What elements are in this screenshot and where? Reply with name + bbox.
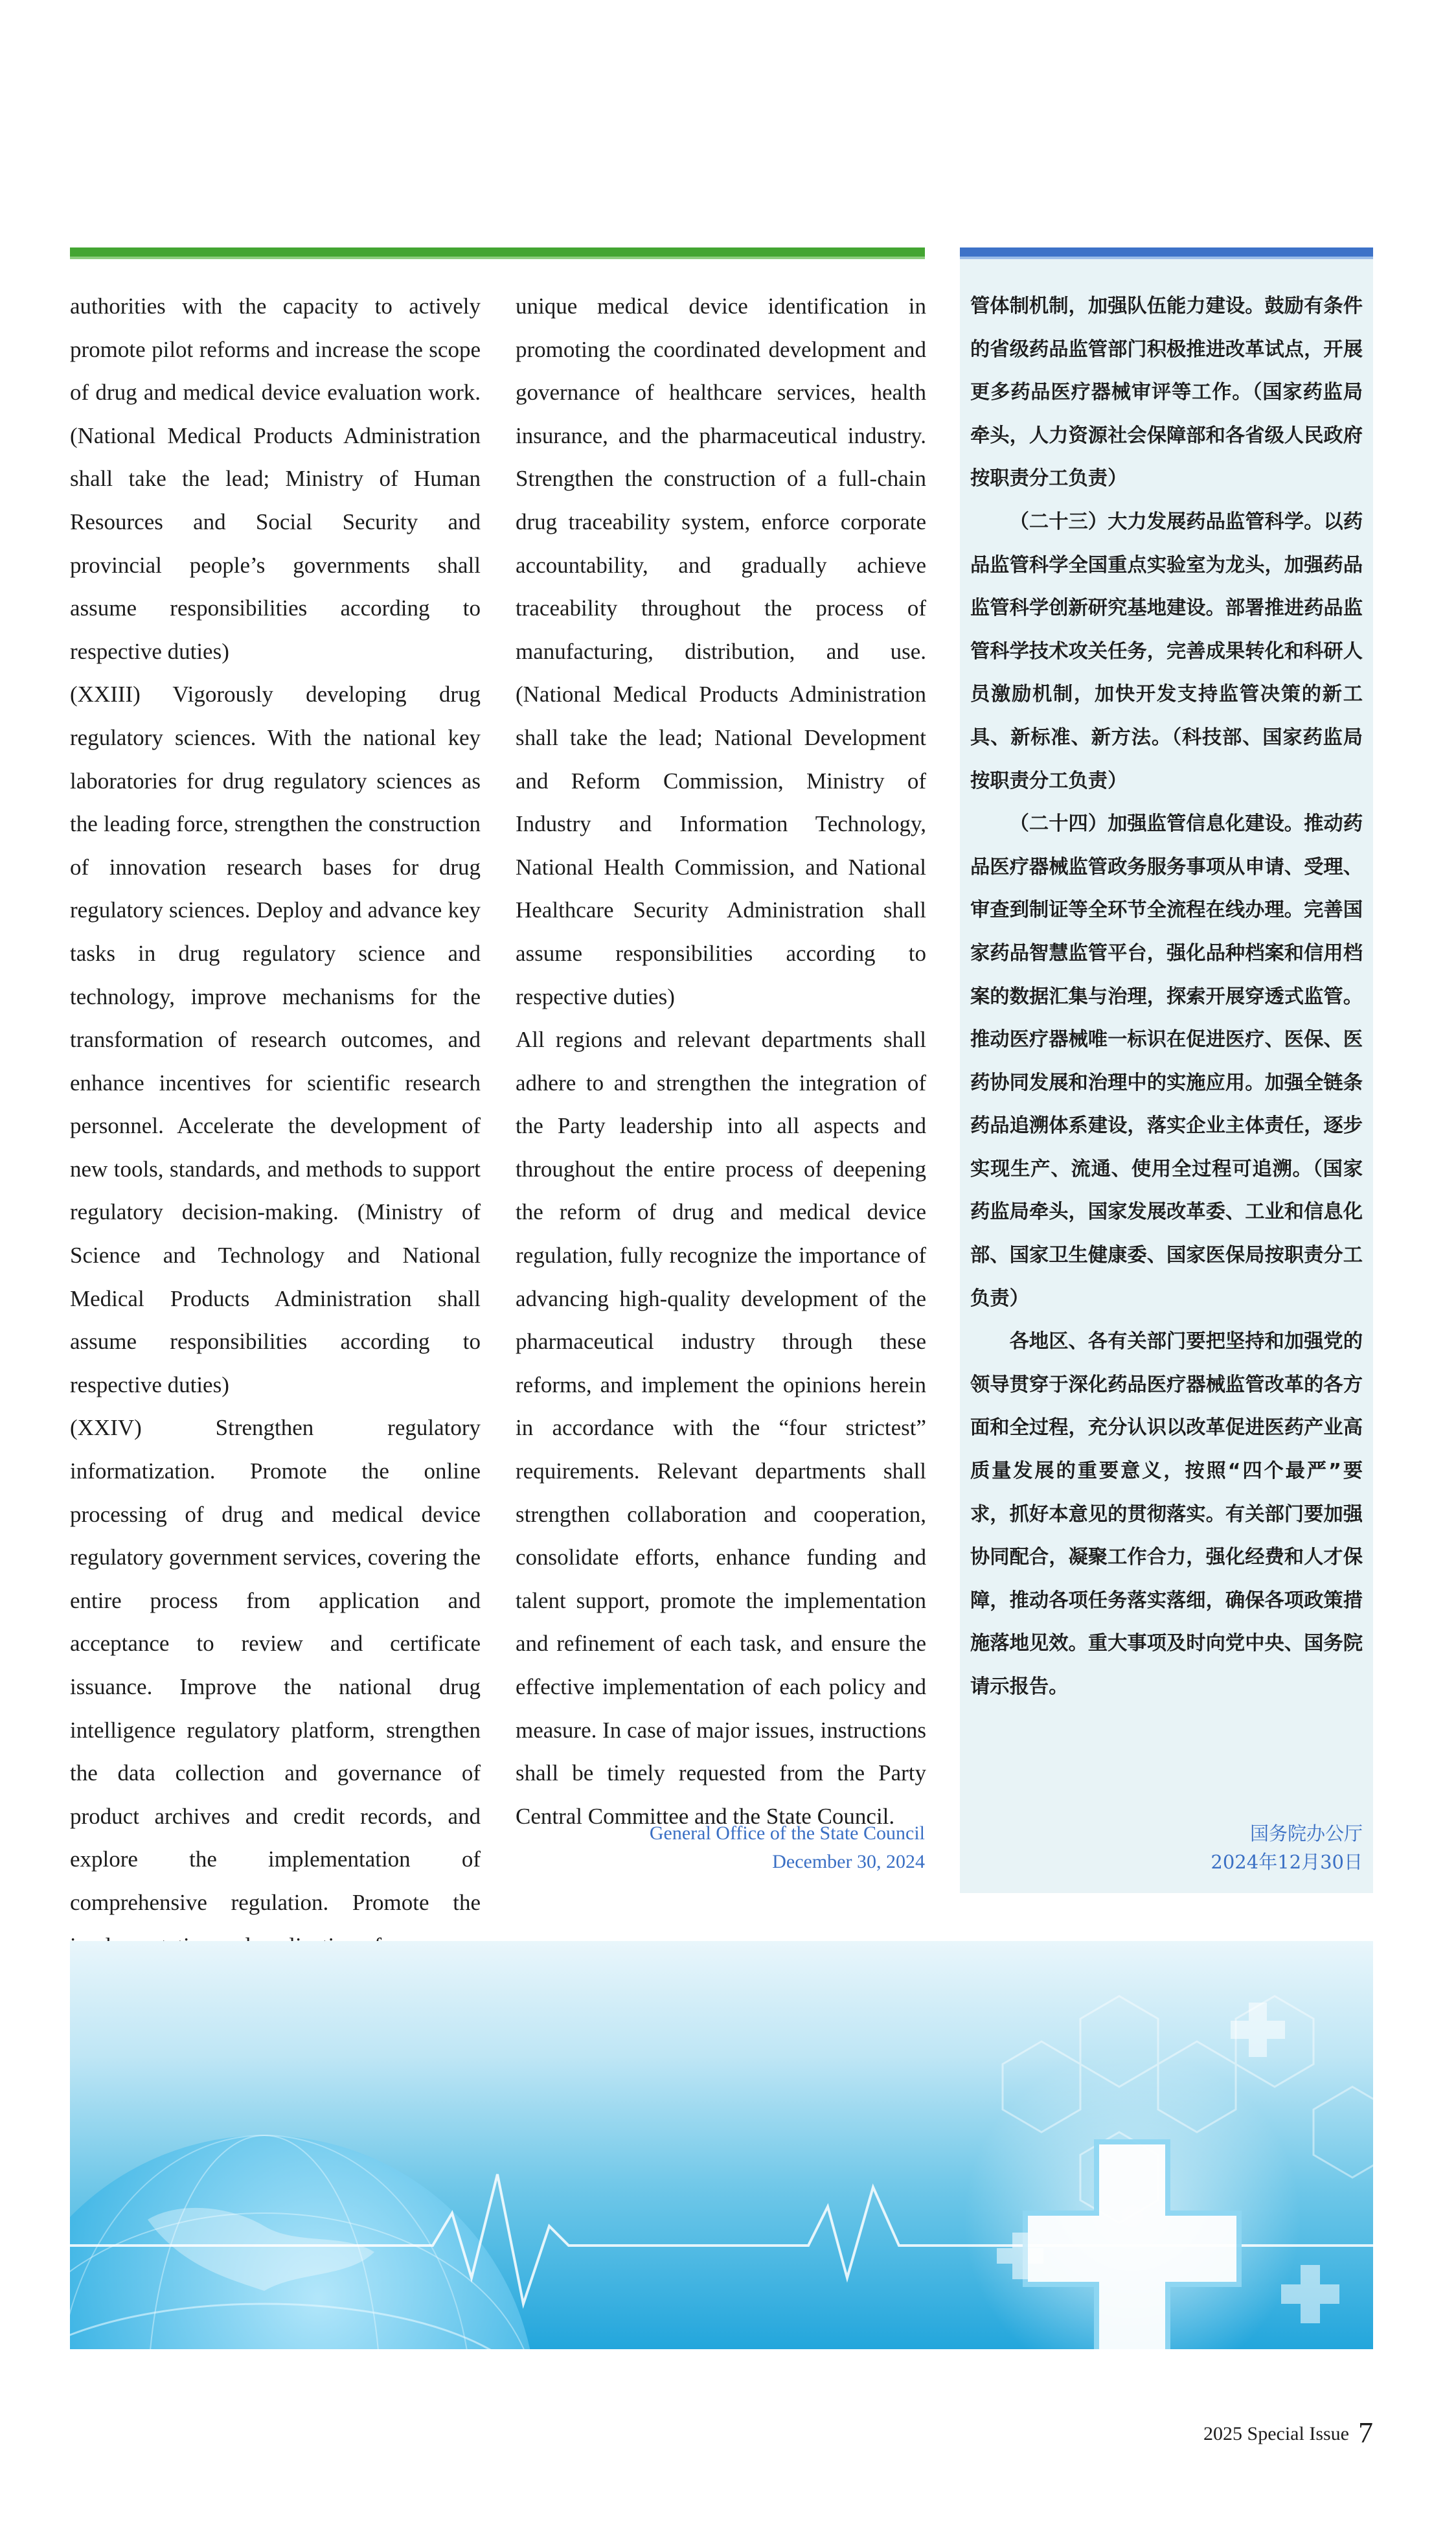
cn-paragraph-closing: 各地区、各有关部门要把坚持和加强党的领导贯穿于深化药品医疗器械监管改革的各方面和全过程，充分认识以改革促进医药产业高质量发展的重要意义，按照“四个最严”要求，抓好本意见的贯彻落实。有关部门要加强协同配合，凝聚工作合力，强化经费和人才保障，推动各项任务落实落细，确保各项政策措施落地见效。重大事项及时向党中央、国务院请示报告。 (970, 1330, 1363, 1698)
globe-icon (70, 2135, 536, 2349)
cn-signature-org: 国务院办公厅 (1249, 1822, 1363, 1844)
page-footer (1203, 2415, 1373, 2450)
chinese-column (970, 285, 1363, 1709)
english-signature (570, 1819, 925, 1876)
green-header-rule (70, 247, 925, 257)
cn-signature-date: 2024年12月30日 (1211, 1851, 1363, 1873)
paragraph-xxiv: (XXIV) Strengthen regulatory informatization. Promote the online processing of drug and medical device regulatory government services, covering the entire process from application and acceptance to review and certificate issuance. Improve the national drug intelligence regulatory platform, strengthen the data collection and governance of product archives and credit records, and explore the implementation of comprehensive regulation. Promote the (70, 1415, 481, 1915)
signature-date: December 30, 2024 (772, 1851, 925, 1872)
page-number: 7 (1358, 2416, 1373, 2449)
issue-label: 2025 Special Issue (1203, 2423, 1349, 2444)
medical-banner-image (70, 1941, 1373, 2349)
cn-paragraph-24: （二十四）加强监管信息化建设。推动药品医疗器械监管政务服务事项从申请、受理、审查到制证等全环节全流程在线办理。完善国家药品智慧监管平台，强化品种档案和信用档案的数据汇集与治理，探索开展穿透式监管。推动医疗器械唯一标识在促进医疗、医保、医药协同发展和治理中的实施应用。加强全链条药品追溯体系建设，落实企业主体责任，逐步实现生产、流通、使用全过程可追溯。（国家药监局牵头，国家发展改革委、工业和信息化部、国家卫生健康委、国家医保局按职责分工负责） (970, 812, 1363, 1310)
cn-paragraph-23: （二十三）大力发展药品监管科学。以药品监管科学全国重点实验室为龙头，加强药品监管科学创新研究基地建设。部署推进药品监管科学技术攻关任务，完善成果转化和科研人员激励机制，加快开发支持监管决策的新工具、新标准、新方法。（科技部、国家药监局按职责分工负责） (970, 510, 1363, 792)
english-column-2 (516, 285, 926, 1838)
cn-paragraph-continuation: 管体制机制，加强队伍能力建设。鼓励有条件的省级药品监管部门积极推进改革试点，开展更多药品医疗器械审评等工作。（国家药监局牵头，人力资源社会保障部和各省级人民政府按职责分工负责） (970, 295, 1363, 490)
paragraph-xxiii: (XXIII) Vigorously developing drug regulatory sciences. With the national key laboratories for drug regulatory sciences as the leading force, strengthen the construction of innovation research bases for drug regulatory sciences. Deploy and advance key tasks in drug regulatory science and technology, improve mechanisms for the transformation of research outcomes, and enhance incentives for scientific research personnel. Accelerate the development of new tools, standards, and methods to support regulatory decision-making. (Ministry of Science and Technology and National Medical Products Administration shall assume responsibilities according to respective duties) (70, 682, 481, 1397)
blue-header-rule (960, 247, 1373, 257)
english-column-1 (70, 285, 481, 1968)
banner-illustration (70, 1941, 1373, 2349)
signature-org: General Office of the State Council (649, 1822, 925, 1844)
paragraph-xxiv-continued: unique medical device identification in promoting the coordinated development and governance of healthcare services, health insurance, and the pharmaceutical industry. Strengthen the construction of a full-chain drug traceability system, enforce corporate accountability, and gradually achieve traceability throughout the process of manufacturing, distribution, and use. (National Medical Products Administration shall take the lead; National Development and Reform Commission, Ministry of Industry and Information Technology, National Health Commission, and National Healthcare Security Administration shall assume responsibilities according to respective duties) (516, 293, 926, 1009)
paragraph-closing: All regions and relevant departments shall adhere to and strengthen the integration of the Party leadership into all aspects and throughout the entire process of deepening the reform of drug and medical device regulation, fully recognize the importance of advancing high-quality development of the pharmaceutical industry through these reforms, and implement the opinions herein in accordance with the “four strictest” requirements. Relevant departments shall strengthen collaboration and cooperation, consolidate efforts, enhance funding and talent support, promote the implementation and refinement of each task, and ensure the effective implementation of each policy and measure. In case of major issues, instructions shall be timely requested from the Party Central Committee and the State Council. (516, 1027, 926, 1829)
paragraph-continuation: authorities with the capacity to actively promote pilot reforms and increase the scope of drug and medical device evaluation work. (National Medical Products Administration shall take the lead; Ministry of Human Resources and Social Security and provincial people’s governments shall assume responsibilities according to respective duties) (70, 293, 481, 664)
chinese-signature (1036, 1819, 1363, 1876)
